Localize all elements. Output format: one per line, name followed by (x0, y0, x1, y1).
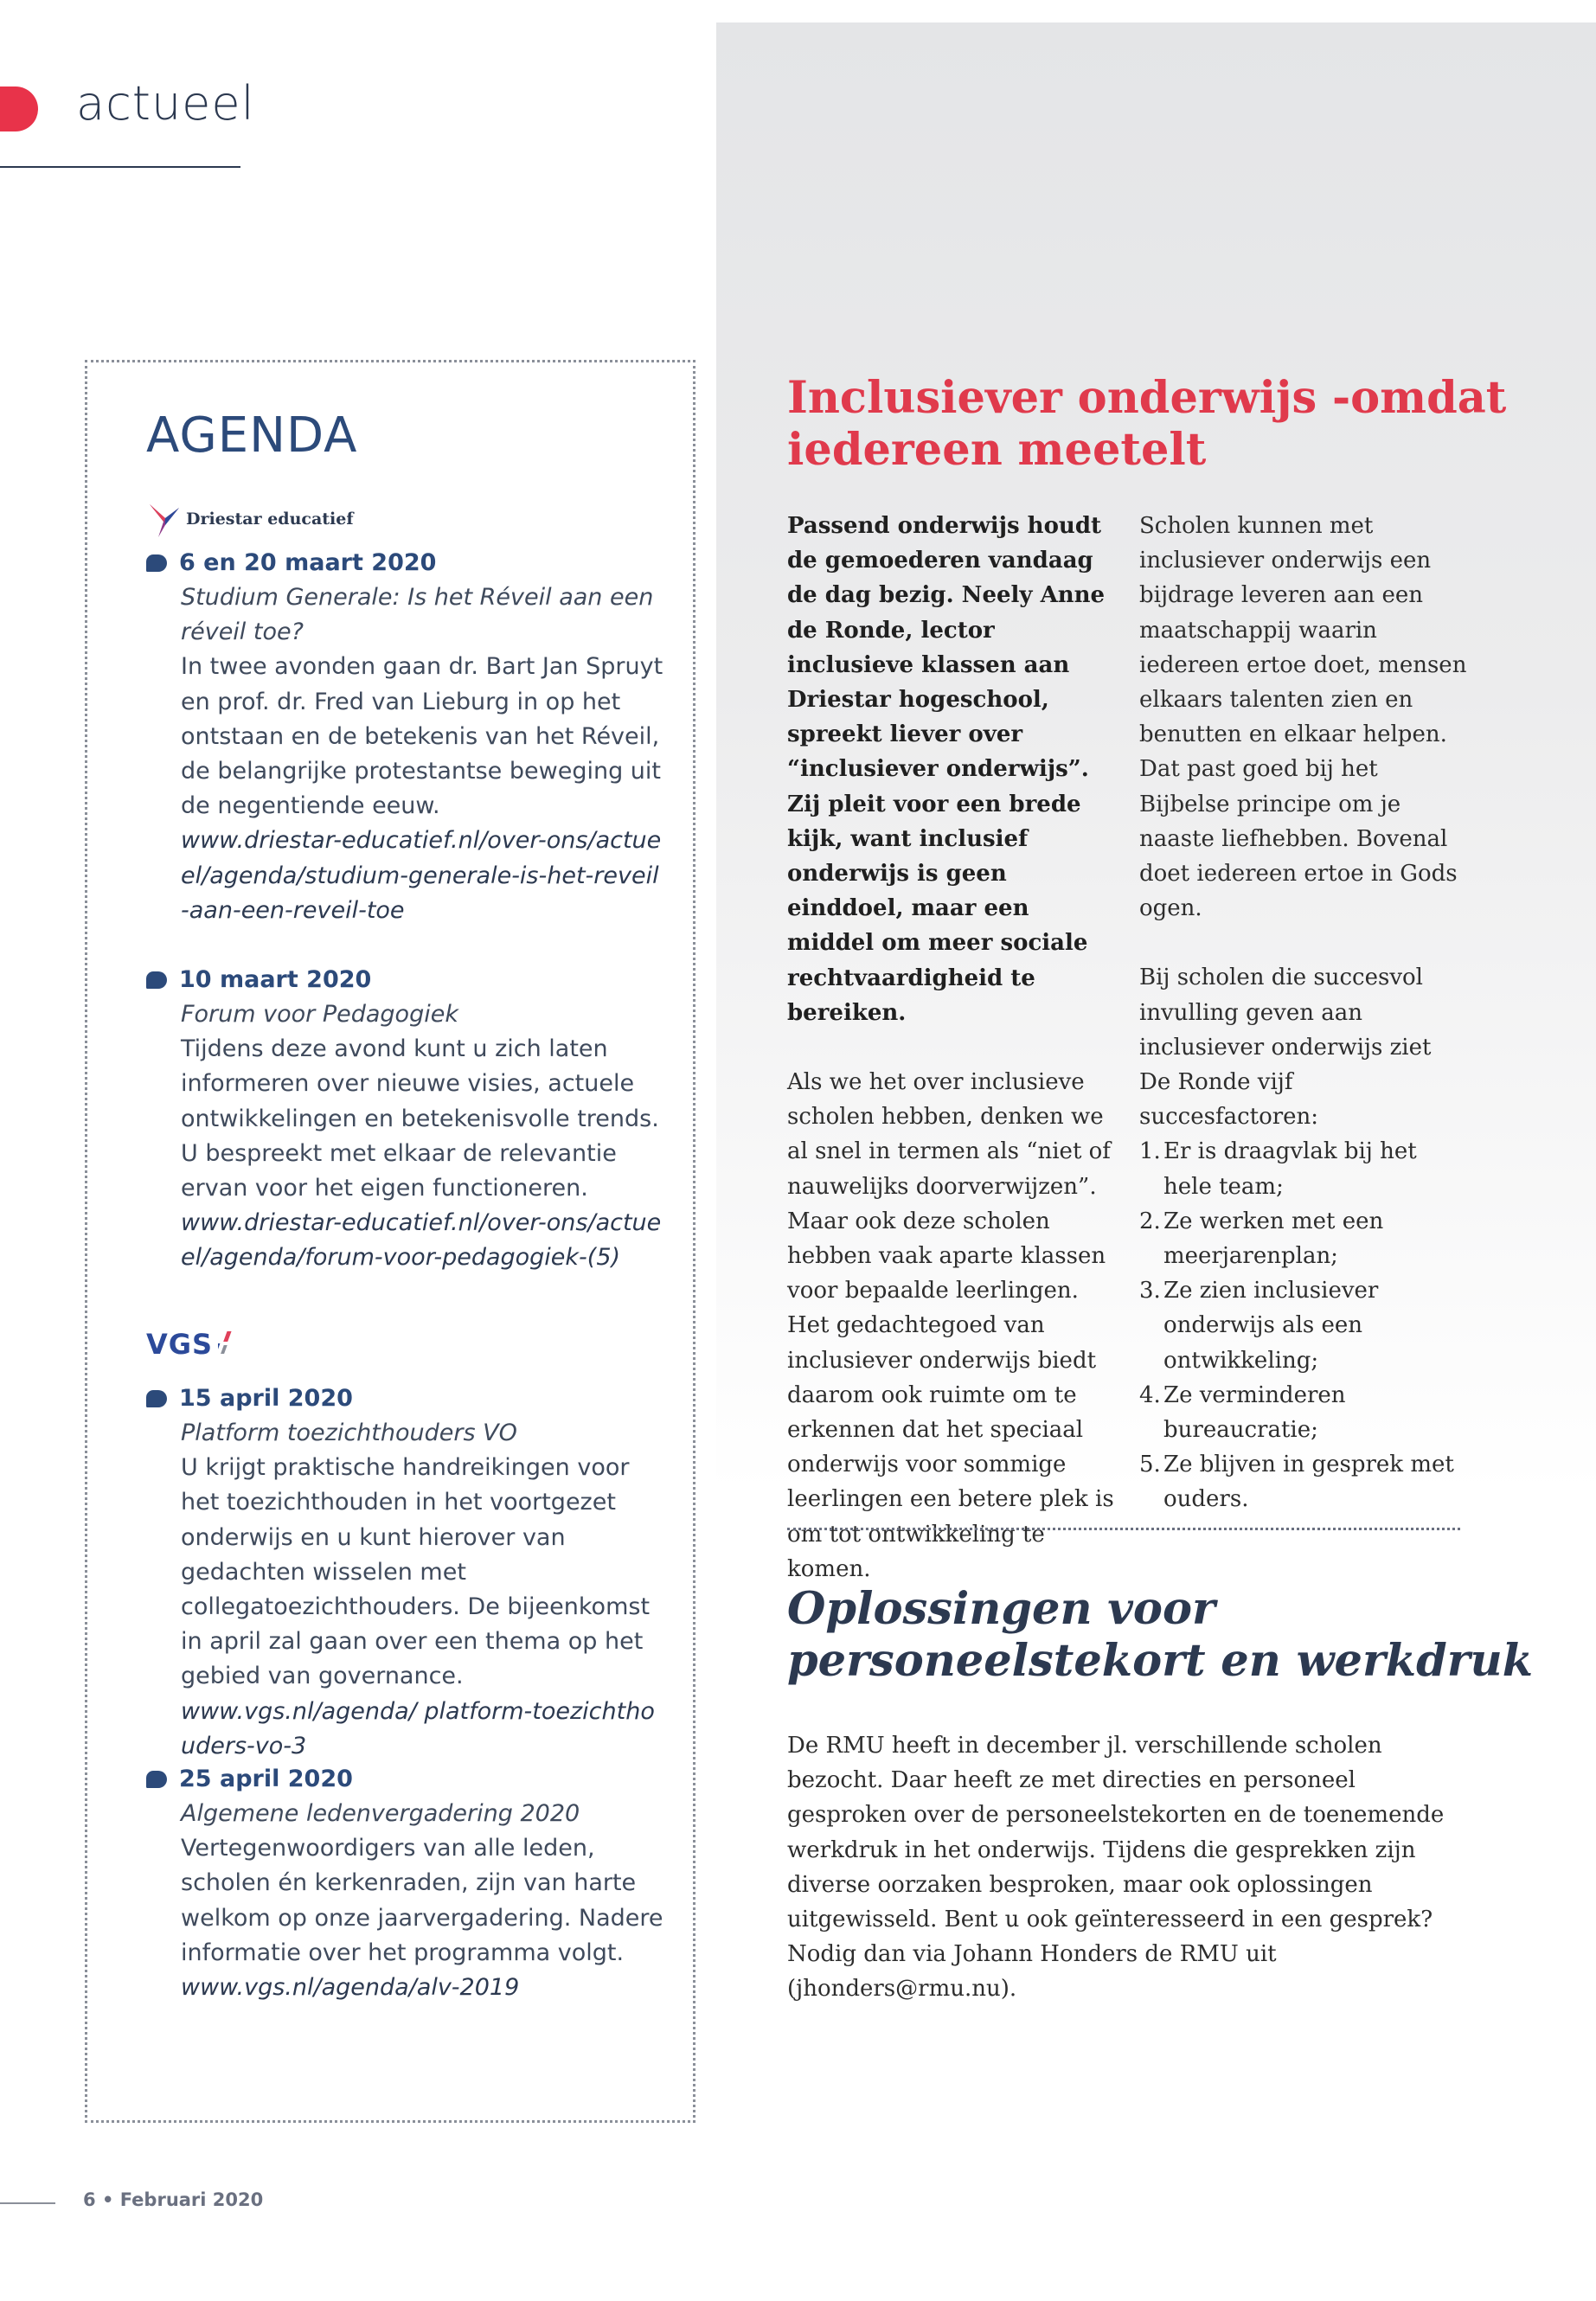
article-title: Inclusiever onderwijs -omdat iedereen meetelt (787, 372, 1507, 476)
list-item: 3. Ze zien inclusiever onderwijs als een ontwikkeling; (1139, 1278, 1379, 1374)
event-subtitle: Studium Generale: Is het Réveil aan een réveil toe? (181, 584, 654, 646)
event-description: In twee avonden gaan dr. Bart Jan Spruyt en prof. dr. Fred van Lieburg in op het ontstaan en de betekenis van het Réveil, de belangrijke protestantse beweging uit de negentiende eeuw. (181, 653, 663, 820)
list-item: 5. Ze blijven in gesprek met ouders. (1139, 1452, 1454, 1513)
article-paragraph: Als we het over inclusieve scholen hebben, denken we al snel in termen als “niet of nauwelijks doorverwijzen”. Maar ook deze scholen hebben vaak aparte klassen voor bepaalde leerlingen. Het gedachtegoed van inclusiever onderwijs biedt daarom ook ruimte om te erkennen dat het speciaal onderwijs voor sommige leerlingen een betere plek is om tot ontwikkeling te komen. (787, 1069, 1114, 1582)
event-description: Vertegenwoordigers van alle leden, scholen én kerkenraden, zijn van harte welkom op onze jaarvergadering. Nadere informatie over het programma volgt. (181, 1835, 663, 1966)
event-subtitle: Forum voor Pedagogiek (181, 1001, 458, 1028)
page-number: 6 (83, 2189, 96, 2210)
driestar-logo-icon (146, 499, 181, 539)
vgs-logo-icon (218, 1328, 240, 1361)
list-item: 2. Ze werken met een meerjarenplan; (1139, 1208, 1384, 1270)
bullet-icon (146, 554, 167, 572)
event-date: 15 april 2020 (179, 1385, 353, 1412)
driestar-logo-text: Driestar educatief (186, 510, 354, 529)
article-column-left (787, 509, 1116, 1586)
article-title: Oplossingen voor personeelstekort en werkdruk (787, 1583, 1534, 1687)
section-marker-icon (0, 87, 38, 131)
event-link[interactable]: www.driestar-educatief.nl/over-ons/actueel/agenda/forum-voor-pedagogiek-(5) (181, 1209, 662, 1272)
list-item: 1. Er is draagvlak bij het hele team; (1139, 1138, 1417, 1200)
vgs-logo (146, 1328, 240, 1361)
event-subtitle: Platform toezichthouders VO (181, 1420, 517, 1446)
event-date: 10 maart 2020 (179, 966, 372, 993)
issue-label: Februari 2020 (119, 2189, 264, 2210)
event-date: 25 april 2020 (179, 1766, 353, 1792)
article-column-right (1139, 509, 1468, 1517)
event-description: U krijgt praktische handreikingen voor het toezichthouden in het voortgezet onderwijs en u kunt hierover van gedachten wisselen met collegatoezichthouders. De bijeenkomst in april zal gaan over een thema op het gebied van governance. (181, 1454, 651, 1690)
agenda-event (146, 1381, 665, 1764)
driestar-logo (146, 499, 354, 539)
header-divider (0, 166, 240, 168)
event-description: Tijdens deze avond kunt u zich laten informeren over nieuwe visies, actuele ontwikkelingen en betekenisvolle trends. U bespreekt met elkaar de relevantie ervan voor het eigen functioneren. (181, 1035, 659, 1202)
event-subtitle: Algemene ledenvergadering 2020 (181, 1800, 580, 1827)
event-date: 6 en 20 maart 2020 (179, 549, 437, 576)
bullet-icon (146, 1771, 167, 1788)
agenda-event (146, 1762, 665, 2005)
event-link[interactable]: www.vgs.nl/agenda/ platform-toezichthouders-vo-3 (181, 1697, 655, 1759)
bullet-icon (146, 971, 167, 989)
article-lead: Passend onderwijs houdt de gemoederen vandaag de dag bezig. Neely Anne de Ronde, lector inclusieve klassen aan Driestar hogeschool, spreekt liever over “inclusiever onderwijs”. Zij pleit voor een brede kijk, want inclusief onderwijs is geen einddoel, maar een middel om meer sociale rechtvaardigheid te bereiken. (787, 513, 1106, 1026)
event-link[interactable]: www.vgs.nl/agenda/alv-2019 (181, 1974, 520, 2002)
agenda-box (85, 360, 695, 2123)
event-link[interactable]: www.driestar-educatief.nl/over-ons/actueel/agenda/studium-generale-is-het-reveil-aan-een-reveil-toe (181, 827, 662, 924)
agenda-event (146, 546, 665, 928)
page-footer (83, 2189, 263, 2210)
article-divider (787, 1528, 1460, 1530)
article-paragraph: Bij scholen die succesvol invulling geven aan inclusiever onderwijs ziet De Ronde vijf succesfactoren: (1139, 965, 1432, 1131)
article-paragraph: De RMU heeft in december jl. verschillende scholen bezocht. Daar heeft ze met directies en personeel gesproken over de personeelstekorten en de toenemende werkdruk in het onderwijs. Tijdens die gesprekken zijn diverse oorzaken besproken, maar ook oplossingen uitgewisseld. Bent u ook geïnteresseerd in een gesprek? Nodig dan via Johann Honders de RMU uit (jhonders@rmu.nu). (787, 1733, 1445, 2003)
article-paragraph: Scholen kunnen met inclusiever onderwijs een bijdrage leveren aan een maatschappij waarin iedereen ertoe doet, mensen elkaars talenten zien en benutten en elkaar helpen. Dat past goed bij het Bijbelse principe om je naaste liefhebben. Bovenal doet iedereen ertoe in Gods ogen. (1139, 513, 1467, 922)
agenda-title: AGENDA (146, 407, 358, 464)
footer-rule (0, 2202, 55, 2204)
vgs-logo-text: VGS (146, 1328, 214, 1361)
bullet-icon (146, 1390, 167, 1407)
footer-separator: • (101, 2189, 114, 2210)
list-item: 4. Ze verminderen bureaucratie; (1139, 1381, 1346, 1444)
section-title: actueel (76, 76, 255, 131)
agenda-event (146, 963, 665, 1276)
